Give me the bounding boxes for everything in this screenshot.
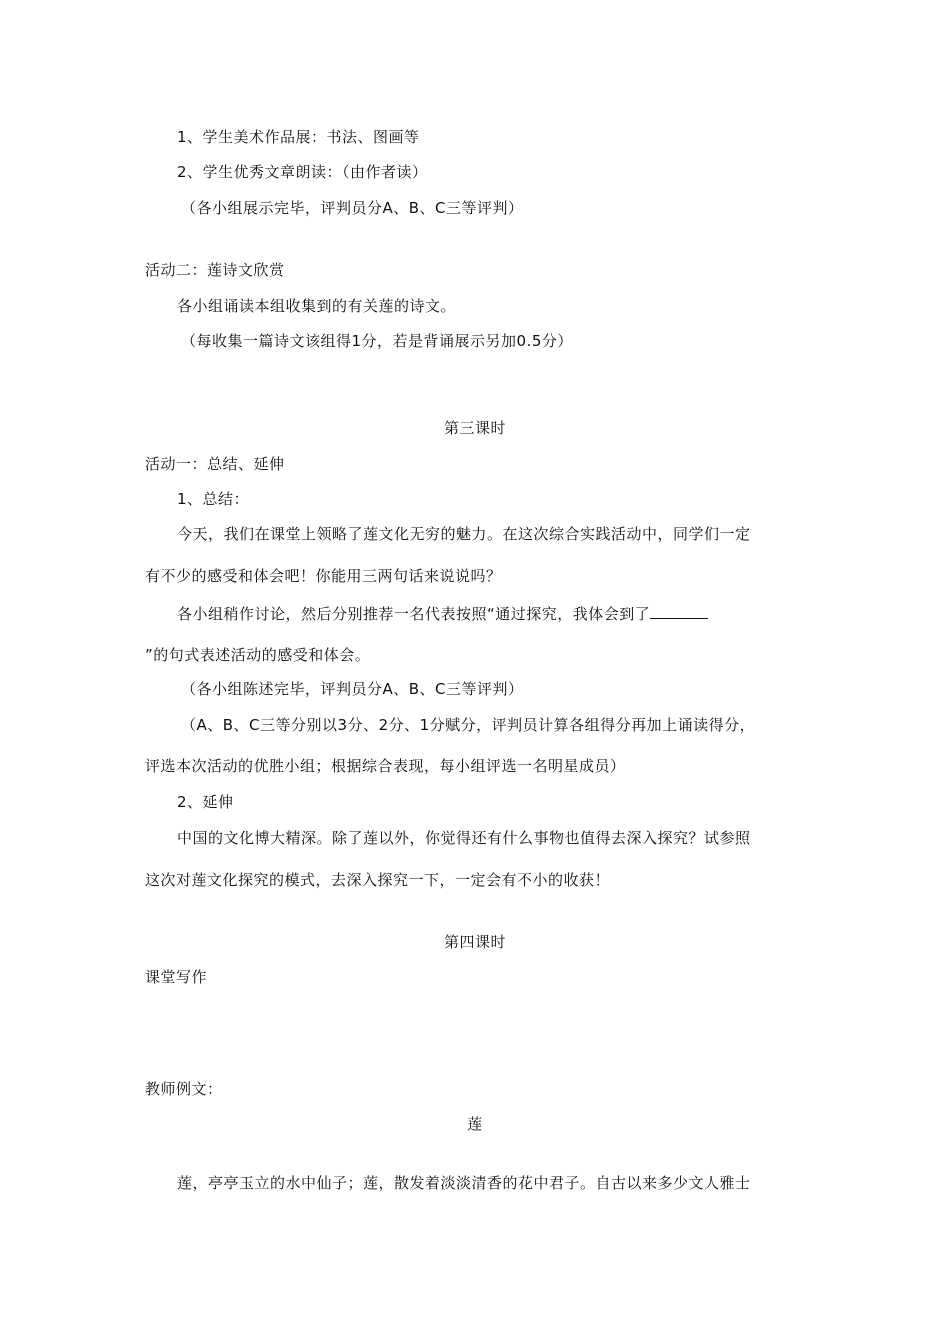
sub-heading-extension: 2、延伸 (177, 793, 234, 811)
lesson-heading-third: 第三课时 (443, 419, 506, 437)
note-evaluation: （各小组陈述完毕，评判员分A、B、C三等评判） (181, 680, 524, 698)
paragraph: 今天，我们在课堂上领略了莲文化无穷的魅力。在这次综合实践活动中，同学们一定 (177, 525, 751, 543)
section-heading-activity-two: 活动二：莲诗文欣赏 (145, 261, 285, 279)
list-item-essay-reading: 2、学生优秀文章朗读：（由作者读） (177, 163, 428, 181)
list-item-art-exhibition: 1、学生美术作品展：书法、图画等 (177, 128, 420, 146)
paragraph-with-blank (177, 604, 708, 624)
note-scoring: （A、B、C三等分别以3分、2分、1分赋分，评判员计算各组得分再加上诵读得分， (181, 716, 756, 734)
fill-in-blank (650, 604, 708, 619)
paragraph: ”的句式表述活动的感受和体会。 (145, 646, 371, 664)
note-evaluation: （各小组展示完毕，评判员分A、B、C三等评判） (181, 199, 524, 217)
note-scoring: （每收集一篇诗文该组得1分，若是背诵展示另加0.5分） (181, 332, 573, 350)
sub-heading-summary: 1、总结： (177, 490, 250, 508)
paragraph: 莲，亭亭玉立的水中仙子；莲，散发着淡淡清香的花中君子。自古以来多少文人雅士 (177, 1174, 751, 1192)
section-heading-example: 教师例文： (145, 1080, 223, 1098)
paragraph: 中国的文化博大精深。除了莲以外，你觉得还有什么事物也值得去深入探究？试参照 (177, 829, 751, 847)
note-scoring: 评选本次活动的优胜小组；根据综合表现，每小组评选一名明星成员） (145, 757, 626, 775)
section-heading-activity-one: 活动一：总结、延伸 (145, 455, 285, 473)
paragraph-text: 各小组稍作讨论，然后分别推荐一名代表按照“通过探究，我体会到了 (177, 605, 651, 623)
paragraph: 各小组诵读本组收集到的有关莲的诗文。 (177, 297, 457, 315)
lesson-heading-fourth: 第四课时 (443, 933, 506, 951)
paragraph: 有不少的感受和体会吧！你能用三两句话来说说吗？ (145, 567, 502, 585)
paragraph: 这次对莲文化探究的模式，去深入探究一下，一定会有不小的收获！ (145, 871, 611, 889)
essay-title: 莲 (467, 1115, 483, 1133)
section-heading-writing: 课堂写作 (145, 968, 208, 986)
